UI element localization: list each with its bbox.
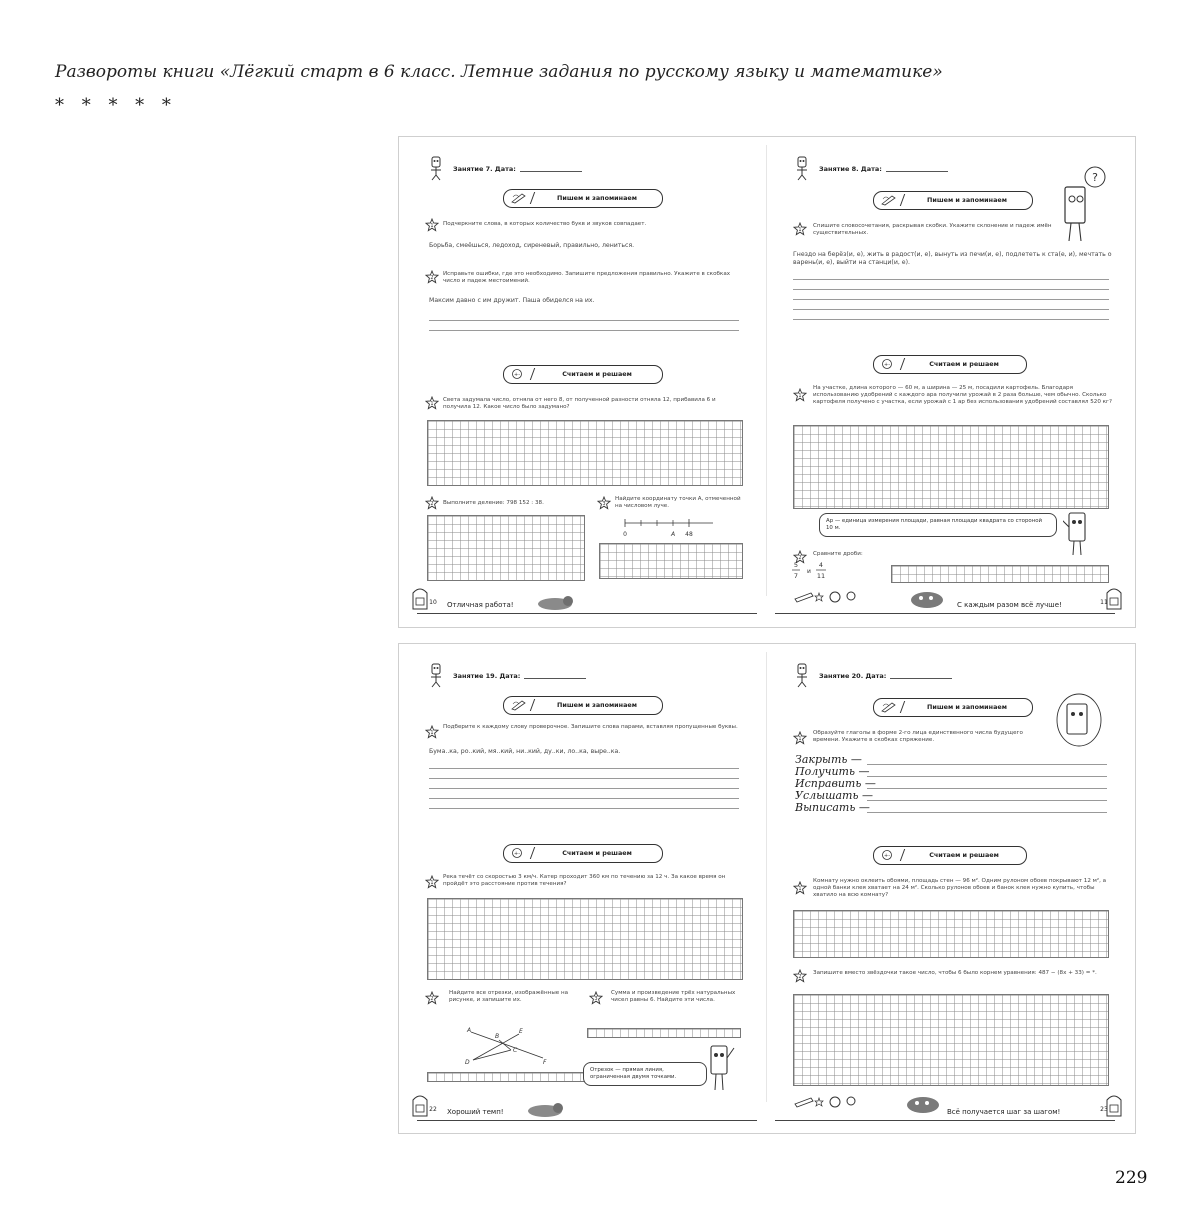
- lesson-title: Занятие 8. Дата:: [819, 165, 948, 173]
- fraction-1-den: 7: [793, 572, 799, 580]
- task-1-words: Бума..ка, ро..кий, мя..кий, ни..кий, ду..ки, ло..ка, выре..ка.: [429, 748, 621, 755]
- footer-motto: Хороший темп!: [447, 1108, 504, 1116]
- mascot-icon: [427, 662, 445, 688]
- verb-item: Услышать —: [795, 789, 873, 802]
- section-writing-pill: Пишем и запоминаем: [503, 696, 663, 715]
- answer-grid[interactable]: [793, 910, 1109, 958]
- svg-text:1: 1: [798, 227, 802, 233]
- page-number: 229: [1115, 1168, 1148, 1188]
- task-1-text: Спишите словосочетания, раскрывая скобки. Укажите склонение и падеж имён существительных.: [813, 223, 1052, 236]
- calculator-icon: [880, 358, 898, 370]
- svg-text:+-: +-: [884, 853, 890, 859]
- mascot-icon: [793, 662, 811, 688]
- answer-grid[interactable]: [793, 994, 1109, 1086]
- task-number-star-icon: [425, 990, 439, 1004]
- section-math-pill: +- Считаем и решаем: [873, 355, 1027, 374]
- info-bubble: Отрезок — прямая линия, ограниченная двумя точками.: [583, 1062, 707, 1086]
- verb-item: Получить —: [795, 765, 870, 778]
- task-number-star-icon: [589, 990, 603, 1004]
- task-number-star-icon: [793, 730, 807, 744]
- lesson-title: Занятие 20. Дата:: [819, 672, 952, 680]
- task-2-text: Исправьте ошибки, где это необходимо. Запишите предложения правильно. Укажите в скобках число и падеж местоимений.: [443, 271, 731, 284]
- footer-motto: Отличная работа!: [447, 601, 514, 609]
- calculator-icon: [510, 847, 528, 859]
- mascot-icon: [427, 155, 445, 181]
- svg-text:1: 1: [430, 730, 434, 736]
- task-1-words: Борьба, смеёшься, ледоход, сиреневый, правильно, лениться.: [429, 242, 635, 249]
- pencil-icon: [510, 192, 528, 204]
- math-2-text: Сравните дроби:: [813, 551, 863, 557]
- svg-text:1: 1: [430, 223, 434, 229]
- svg-text:1: 1: [798, 393, 802, 399]
- task-number-star-icon: [793, 968, 807, 982]
- section-writing-pill: Пишем и запоминаем: [503, 189, 663, 208]
- task-1-words: Гнездо на берёз(и, е), жить в радост(и, е), вынуть из печи(и, е), подлететь к ста(е, и), мечтать о варень(и, е), выйти на станци(и, е).: [793, 251, 1112, 266]
- info-bubble: Ар — единица измерения площади, равная площади квадрата со стороной 10 м.: [819, 513, 1057, 537]
- footer-line: [417, 599, 757, 614]
- ray-label: A: [670, 531, 676, 538]
- task-number-star-icon: [425, 874, 439, 888]
- book-character-icon: [705, 1042, 735, 1094]
- calculator-icon: [510, 368, 528, 380]
- fraction-2-den: 11: [816, 572, 826, 580]
- task-1-text: Подчеркните слова, в которых количество букв и звуков совпадает.: [443, 221, 647, 227]
- spread-pages-22-23: [398, 643, 1136, 1134]
- answer-grid[interactable]: [793, 425, 1109, 509]
- task-number-star-icon: [425, 217, 439, 231]
- page-10: [399, 137, 767, 627]
- section-math-pill: +- Считаем и решаем: [503, 844, 663, 863]
- svg-text:+-: +-: [884, 362, 890, 368]
- writing-lines: [793, 279, 1109, 329]
- task-number-star-icon: [425, 269, 439, 283]
- page-11: [767, 137, 1135, 627]
- page-number: 23: [1100, 1106, 1108, 1113]
- svg-text:2: 2: [430, 275, 434, 281]
- svg-text:2: 2: [430, 996, 434, 1002]
- math-1-text: Света задумала число, отняла от него 8, от полученной разности отняла 12, прибавила 6 и получила 12. Какое число было задумано?: [443, 397, 716, 410]
- fraction-joiner: и: [807, 568, 811, 575]
- svg-text:1: 1: [798, 886, 802, 892]
- task-2-sentence: Максим давно с им дружит. Паша обиделся на их.: [429, 297, 595, 304]
- footer-motto: Всё получается шаг за шагом!: [947, 1108, 1061, 1116]
- fraction-1-num: 5: [793, 561, 799, 569]
- page-number: 22: [429, 1106, 437, 1113]
- task-number-star-icon: [793, 387, 807, 401]
- lesson-title: Занятие 19. Дата:: [453, 672, 586, 680]
- page-23: [767, 644, 1135, 1133]
- svg-text:3: 3: [602, 501, 606, 507]
- svg-text:+-: +-: [514, 851, 520, 857]
- math-1-text: Река течёт со скоростью 3 км/ч. Катер проходит 360 км по течению за 12 ч. За какое время он пройдёт это расстояние против течения?: [443, 874, 726, 887]
- svg-text:B: B: [495, 1033, 500, 1040]
- lesson-title: Занятие 7. Дата:: [453, 165, 582, 173]
- svg-text:2: 2: [798, 974, 802, 980]
- svg-text:3: 3: [594, 996, 598, 1002]
- page-22: [399, 644, 767, 1133]
- answer-grid[interactable]: [427, 515, 585, 581]
- svg-text:1: 1: [430, 880, 434, 886]
- footer-line: [775, 599, 1115, 614]
- segments-figure: [463, 1022, 563, 1070]
- spread-pages-10-11: [398, 136, 1136, 628]
- task-number-star-icon: [793, 221, 807, 235]
- math-2-text: Выполните деление: 798 152 : 38.: [443, 500, 544, 506]
- task-1-text: Подберите к каждому слову проверочное. Запишите слова парами, вставляя пропущенные буквы.: [443, 724, 738, 730]
- book-character-icon: [1063, 509, 1093, 559]
- answer-grid[interactable]: [599, 543, 743, 579]
- pencil-icon: [880, 194, 898, 206]
- pencil-icon: [880, 701, 898, 713]
- answer-grid[interactable]: [587, 1028, 741, 1038]
- writing-lines: [429, 768, 739, 818]
- task-number-star-icon: [597, 495, 611, 509]
- section-math-pill: +- Считаем и решаем: [503, 365, 663, 384]
- pencil-icon: [510, 699, 528, 711]
- svg-text:D: D: [465, 1059, 470, 1066]
- svg-text:2: 2: [430, 501, 434, 507]
- ray-label: 48: [685, 531, 693, 538]
- math-1-text: Комнату нужно оклеить обоями, площадь стен — 96 м². Одним рулоном обоев покрывают 12 м², а одной банки клея хватает на 24 м². Сколько рулонов обоев и банок клея нужно купить, чтобы хватило на всю комнату?: [813, 878, 1107, 898]
- svg-text:A: A: [467, 1027, 472, 1034]
- math-3-text: Сумма и произведение трёх натуральных чисел равны 6. Найдите эти числа.: [611, 990, 736, 1003]
- math-1-text: На участке, длина которого — 60 м, а ширина — 25 м, посадили картофель. Благодаря использованию удобрений с каждого ара получили урожай в 2 раза больше, чем обычно. Сколько картофеля получено с участка, если урожай с 1 ар без использования удобрений составлял 520 кг?: [813, 385, 1112, 405]
- task-number-star-icon: [425, 724, 439, 738]
- calculator-icon: [880, 849, 898, 861]
- number-ray: [621, 517, 721, 539]
- task-number-star-icon: [425, 395, 439, 409]
- fractions: [791, 559, 861, 583]
- svg-text:+-: +-: [514, 372, 520, 378]
- section-writing-pill: Пишем и запоминаем: [873, 191, 1033, 210]
- math-2-text: Запишите вместо звёздочки такое число, чтобы 6 было корнем уравнения: 487 − (8x + 33) = *.: [813, 970, 1097, 976]
- writing-lines: [429, 320, 739, 340]
- svg-text:E: E: [519, 1028, 523, 1035]
- task-number-star-icon: [425, 495, 439, 509]
- header-stars: * * * * *: [55, 95, 177, 116]
- mascot-icon: [793, 155, 811, 181]
- svg-text:F: F: [543, 1059, 547, 1066]
- header-title: Развороты книги «Лёгкий старт в 6 класс. Летние задания по русскому языку и математике»: [55, 62, 943, 82]
- section-math-pill: +- Считаем и решаем: [873, 846, 1027, 865]
- math-2-text: Найдите все отрезки, изображённые на рисунке, и запишите их.: [449, 990, 569, 1003]
- book-character-icon: [1057, 183, 1097, 245]
- task-1-text: Образуйте глаголы в форме 2-го лица единственного числа будущего времени. Укажите в скобках спряжение.: [813, 730, 1023, 743]
- svg-text:1: 1: [430, 401, 434, 407]
- answer-grid[interactable]: [891, 565, 1109, 583]
- answer-grid[interactable]: [427, 1072, 585, 1082]
- answer-grid[interactable]: [427, 898, 743, 980]
- svg-text:?: ?: [1092, 171, 1098, 184]
- verb-item: Закрыть —: [795, 753, 862, 766]
- svg-text:2: 2: [798, 555, 802, 561]
- verb-item: Выписать —: [795, 801, 870, 814]
- math-3-text: Найдите координату точки A, отмеченной на числовом луче.: [615, 496, 741, 509]
- section-writing-pill: Пишем и запоминаем: [873, 698, 1033, 717]
- answer-grid[interactable]: [427, 420, 743, 486]
- fraction-2-num: 4: [818, 561, 824, 569]
- verb-item: Исправить —: [795, 777, 876, 790]
- footer-line: [775, 1106, 1115, 1121]
- footer-motto: С каждым разом всё лучше!: [957, 601, 1062, 609]
- footer-line: [417, 1106, 757, 1121]
- svg-text:C: C: [513, 1047, 518, 1054]
- page-number: 11: [1100, 599, 1108, 606]
- page-number: 10: [429, 599, 437, 606]
- book-character-icon: [1053, 692, 1107, 756]
- task-number-star-icon: [793, 880, 807, 894]
- svg-text:1: 1: [798, 736, 802, 742]
- ray-label: 0: [623, 531, 627, 538]
